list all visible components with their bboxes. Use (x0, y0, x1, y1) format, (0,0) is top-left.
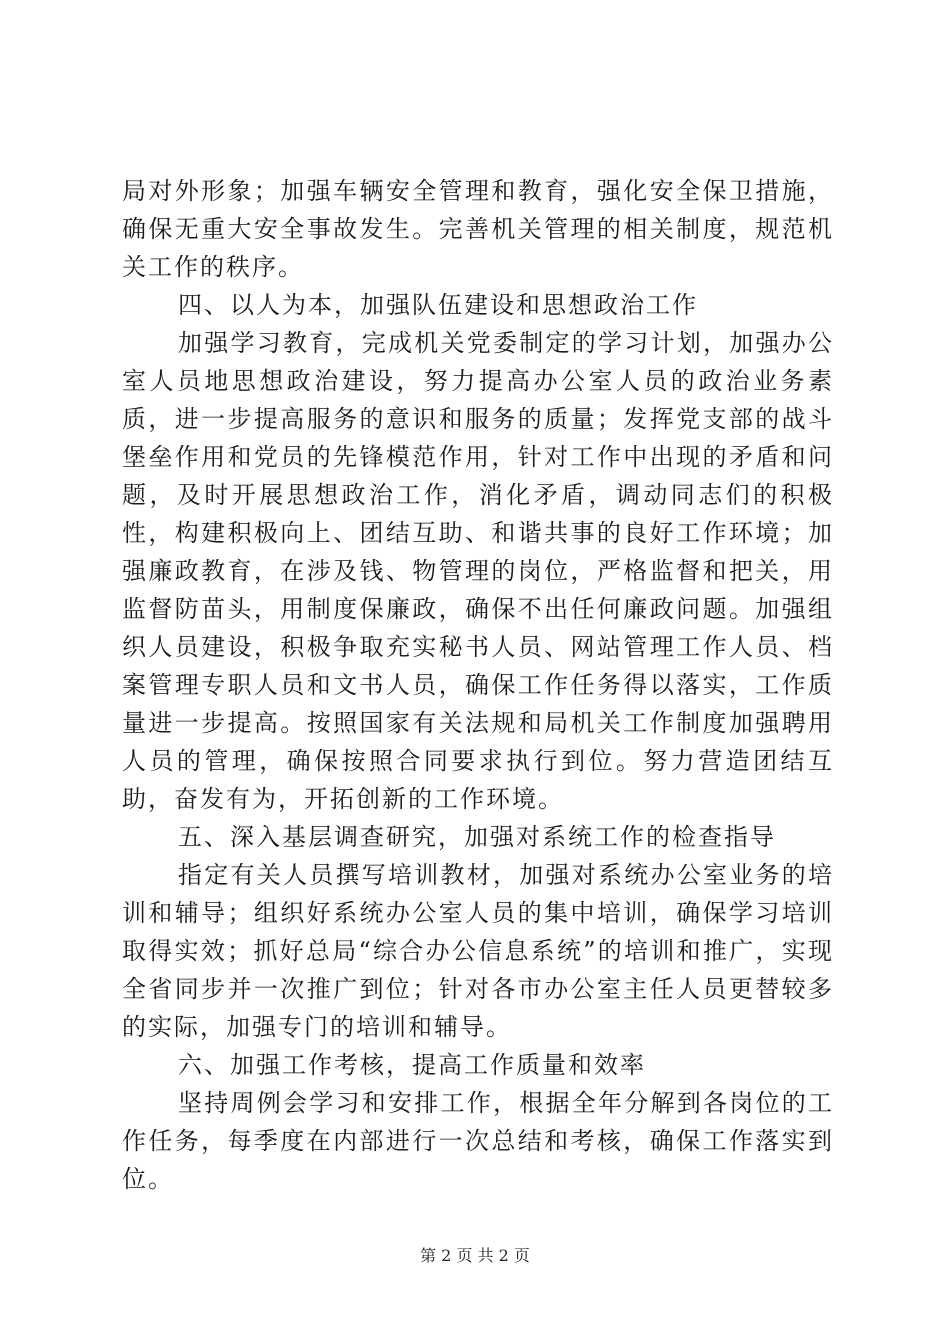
section-heading-5: 五、深入基层调查研究，加强对系统工作的检查指导 (178, 823, 776, 851)
section-heading-4: 四、以人为本，加强队伍建设和思想政治工作 (178, 291, 698, 319)
paragraph-section-4: 加强学习教育，完成机关党委制定的学习计划，加强办公室人员地思想政治建设，努力提高办公室人员的政治业务素质，进一步提高服务的意识和服务的质量；发挥党支部的战斗堡垒作用和党员的先锋模范作用，针对工作中出现的矛盾和问题，及时开展思想政治工作，消化矛盾，调动同志们的积极性，构建积极向上、团结互助、和谐共事的良好工作环境；加强廉政教育，在涉及钱、物管理的岗位，严格监督和把关，用监督防苗头，用制度保廉政，确保不出任何廉政问题。加强组织人员建设，积极争取充实秘书人员、网站管理工作人员、档案管理专职人员和文书人员，确保工作任务得以落实，工作质量进一步提高。按照国家有关法规和局机关工作制度加强聘用人员的管理，确保按照合同要求执行到位。努力营造团结互助，奋发有为，开拓创新的工作环境。 (122, 329, 834, 813)
paragraph-intro: 局对外形象；加强车辆安全管理和教育，强化安全保卫措施，确保无重大安全事故发生。完善机关管理的相关制度，规范机关工作的秩序。 (122, 177, 834, 281)
document-body (122, 172, 834, 1198)
paragraph-section-5: 指定有关人员撰写培训教材，加强对系统办公室业务的培训和辅导；组织好系统办公室人员的集中培训，确保学习培训取得实效；抓好总局“综合办公信息系统”的培训和推广，实现全省同步并一次推广到位；针对各市办公室主任人员更替较多的实际，加强专门的培训和辅导。 (122, 861, 834, 1041)
page-footer: 第 2 页 共 2 页 (420, 1246, 530, 1265)
paragraph-section-6: 坚持周例会学习和安排工作，根据全年分解到各岗位的工作任务，每季度在内部进行一次总结和考核，确保工作落实到位。 (122, 1089, 834, 1193)
section-heading-6: 六、加强工作考核，提高工作质量和效率 (178, 1051, 646, 1079)
